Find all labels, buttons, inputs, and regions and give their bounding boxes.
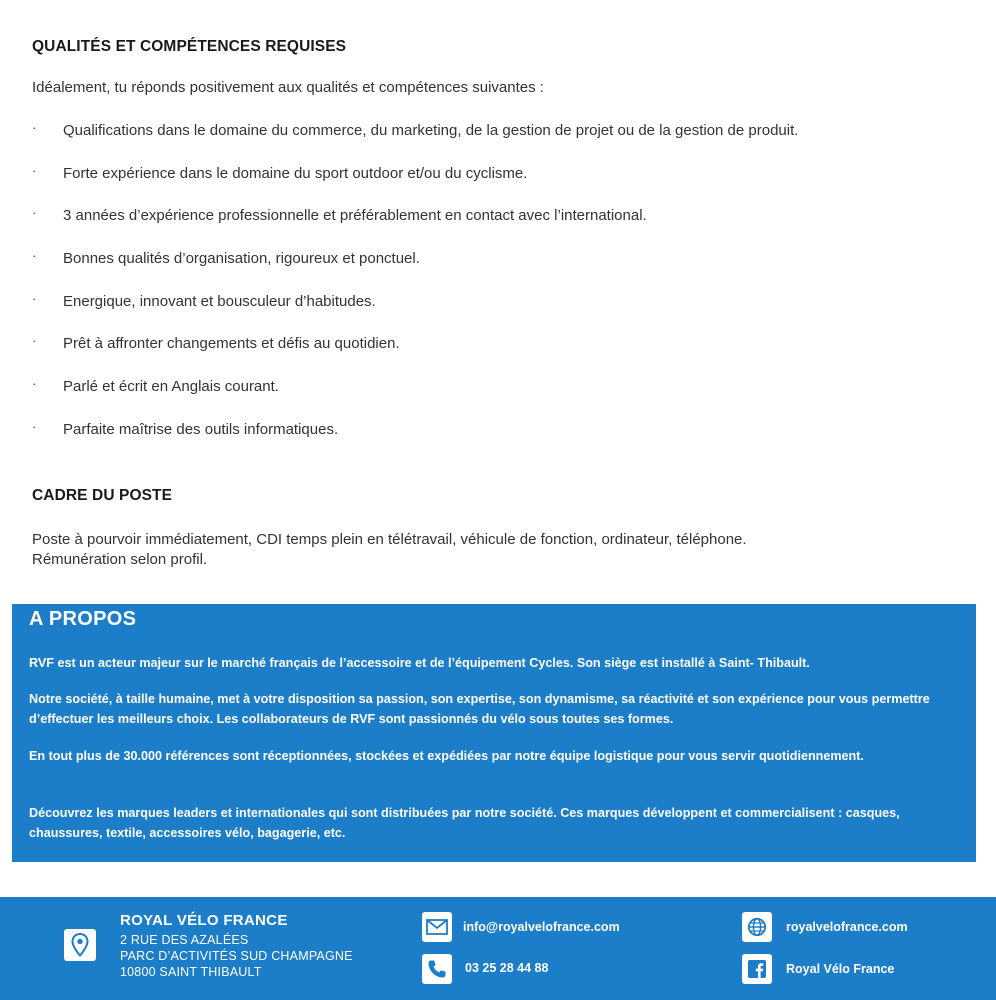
requirements-intro: Idéalement, tu réponds positivement aux qualités et compétences suivantes : bbox=[32, 79, 544, 96]
website-link[interactable]: royalvelofrance.com bbox=[786, 920, 908, 934]
cadre-line: Poste à pourvoir immédiatement, CDI temps plein en télétravail, véhicule de fonction, ordinateur, téléphone. bbox=[32, 531, 747, 548]
requirement-text: Forte expérience dans le domaine du sport outdoor et/ou du cyclisme. bbox=[63, 164, 528, 182]
requirement-text: 3 années d’expérience professionnelle et préférablement en contact avec l’international. bbox=[63, 207, 647, 225]
cadre-description bbox=[32, 530, 962, 570]
bullet-icon: · bbox=[32, 376, 37, 392]
cadre-line: Rémunération selon profil. bbox=[32, 551, 208, 568]
facebook-link[interactable]: Royal Vélo France bbox=[786, 962, 895, 976]
about-paragraph: En tout plus de 30.000 références sont réceptionnées, stockées et expédiées par notre équipe logistique pour vous servir quotidiennement. bbox=[29, 749, 864, 763]
about-paragraph: RVF est un acteur majeur sur le marché français de l’accessoire et de l’équipement Cycles. Son siège est installé à Saint- Thibault. bbox=[29, 656, 810, 670]
bullet-icon: · bbox=[32, 162, 37, 178]
company-name: ROYAL VÉLO FRANCE bbox=[120, 912, 288, 929]
bullet-icon: · bbox=[32, 418, 37, 434]
address-city: 10800 SAINT THIBAULT bbox=[120, 965, 262, 979]
address-street: 2 RUE DES AZALÉES bbox=[120, 933, 249, 947]
email-link[interactable]: info@royalvelofrance.com bbox=[463, 920, 620, 934]
requirement-text: Parfaite maîtrise des outils informatiques. bbox=[63, 420, 339, 438]
requirements-heading: QUALITÉS ET COMPÉTENCES REQUISES bbox=[32, 38, 347, 55]
bullet-icon: · bbox=[32, 333, 37, 349]
phone-number: 03 25 28 44 88 bbox=[465, 961, 549, 975]
facebook-icon bbox=[742, 954, 772, 984]
globe-icon bbox=[742, 912, 772, 942]
requirement-text: Qualifications dans le domaine du commerce, du marketing, de la gestion de projet ou de la gestion de produit. bbox=[63, 122, 799, 139]
envelope-icon bbox=[422, 912, 452, 942]
contact-footer bbox=[0, 897, 996, 1000]
about-section bbox=[12, 604, 976, 862]
bullet-icon: · bbox=[32, 120, 37, 135]
requirement-text: Energique, innovant et bousculeur d’habitudes. bbox=[63, 292, 376, 310]
about-title: A PROPOS bbox=[29, 608, 137, 630]
location-pin-icon bbox=[64, 929, 96, 961]
requirement-text: Parlé et écrit en Anglais courant. bbox=[63, 378, 279, 396]
about-paragraph: Découvrez les marques leaders et internationales qui sont distribuées par notre société. Ces marques développent et commercialisent : casques, chaussures, textile, accessoires vélo, bagagerie, etc. bbox=[29, 806, 900, 840]
cadre-heading: CADRE DU POSTE bbox=[32, 487, 173, 504]
requirement-text: Bonnes qualités d’organisation, rigoureux et ponctuel. bbox=[63, 250, 420, 268]
bullet-icon: · bbox=[32, 290, 37, 306]
requirement-text: Prêt à affronter changements et défis au quotidien. bbox=[63, 335, 400, 353]
bullet-icon: · bbox=[32, 248, 37, 264]
phone-icon bbox=[422, 954, 452, 984]
bullet-icon: · bbox=[32, 205, 37, 221]
about-paragraph: Notre société, à taille humaine, met à votre disposition sa passion, son expertise, son dynamisme, sa réactivité et son expérience pour vous permettre d’effectuer les meilleurs choix. Les collaborateurs de RVF sont passionnés du vélo sous toutes ses formes. bbox=[29, 692, 930, 726]
address-park: PARC D’ACTIVITÉS SUD CHAMPAGNE bbox=[120, 949, 353, 963]
